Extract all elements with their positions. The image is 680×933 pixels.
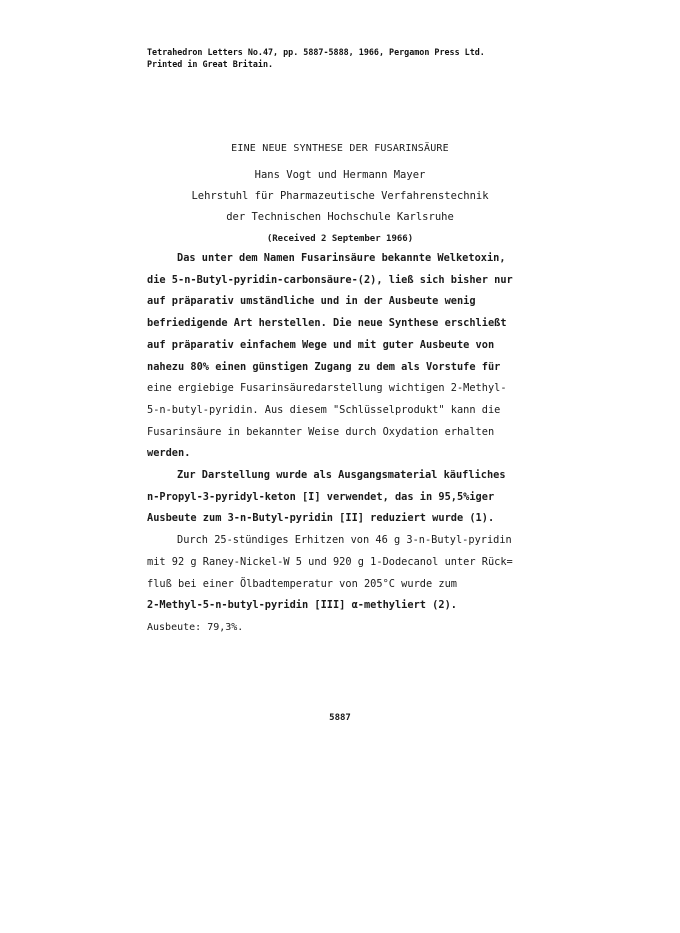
text-line: Das unter dem Namen Fusarinsäure bekannte Welketoxin, xyxy=(177,252,506,264)
journal-citation: Tetrahedron Letters No.47, pp. 5887-5888, 1966, Pergamon Press Ltd. xyxy=(147,47,485,57)
text-line: n-Propyl-3-pyridyl-keton [I] verwendet, das in 95,5%iger xyxy=(147,490,495,503)
article-body xyxy=(147,248,547,639)
printed-note: Printed in Great Britain. xyxy=(147,59,274,69)
text-line: nahezu 80% einen günstigen Zugang zu dem als Vorstufe für xyxy=(147,360,501,373)
page-number: 5887 xyxy=(329,713,351,723)
text-line: eine ergiebige Fusarinsäuredarstellung wichtigen 2-Methyl- xyxy=(147,382,507,395)
journal-header xyxy=(147,46,485,70)
text-line: werden. xyxy=(147,447,191,460)
text-line: Durch 25-stündiges Erhitzen von 46 g 3-n-Butyl-pyridin xyxy=(177,534,512,547)
text-line: 5-n-butyl-pyridin. Aus diesem "Schlüsselprodukt" kann die xyxy=(147,403,501,416)
text-line: befriedigende Art herstellen. Die neue Synthese erschließt xyxy=(147,317,507,330)
author-block xyxy=(0,165,680,228)
paragraph-1 xyxy=(147,248,547,465)
text-line: mit 92 g Raney-Nickel-W 5 und 920 g 1-Dodecanol unter Rück= xyxy=(147,555,513,568)
text-line: die 5-n-Butyl-pyridin-carbonsäure-(2), ließ sich bisher nur xyxy=(147,273,513,286)
text-line: Ausbeute: 79,3%. xyxy=(147,621,244,633)
affiliation-line-2: der Technischen Hochschule Karlsruhe xyxy=(226,211,454,223)
affiliation-line-1: Lehrstuhl für Pharmazeutische Verfahrenstechnik xyxy=(191,190,489,202)
text-line: Ausbeute zum 3-n-Butyl-pyridin [II] reduziert wurde (1). xyxy=(147,512,495,525)
text-line: Zur Darstellung wurde als Ausgangsmaterial käufliches xyxy=(177,469,506,482)
text-line: fluß bei einer Ölbadtemperatur von 205°C wurde zum xyxy=(147,577,457,590)
received-date: (Received 2 September 1966) xyxy=(266,234,414,244)
text-line: auf präparativ umständliche und in der Ausbeute wenig xyxy=(147,295,476,308)
text-line: auf präparativ einfachem Wege und mit guter Ausbeute von xyxy=(147,338,495,351)
text-line: Fusarinsäure in bekannter Weise durch Oxydation erhalten xyxy=(147,425,495,438)
authors: Hans Vogt und Hermann Mayer xyxy=(254,169,426,181)
paragraph-3 xyxy=(147,530,547,639)
paragraph-2 xyxy=(147,465,547,530)
article-title: EINE NEUE SYNTHESE DER FUSARINSÄURE xyxy=(231,143,449,154)
text-line: 2-Methyl-5-n-butyl-pyridin [III] α-methyliert (2). xyxy=(147,599,457,612)
